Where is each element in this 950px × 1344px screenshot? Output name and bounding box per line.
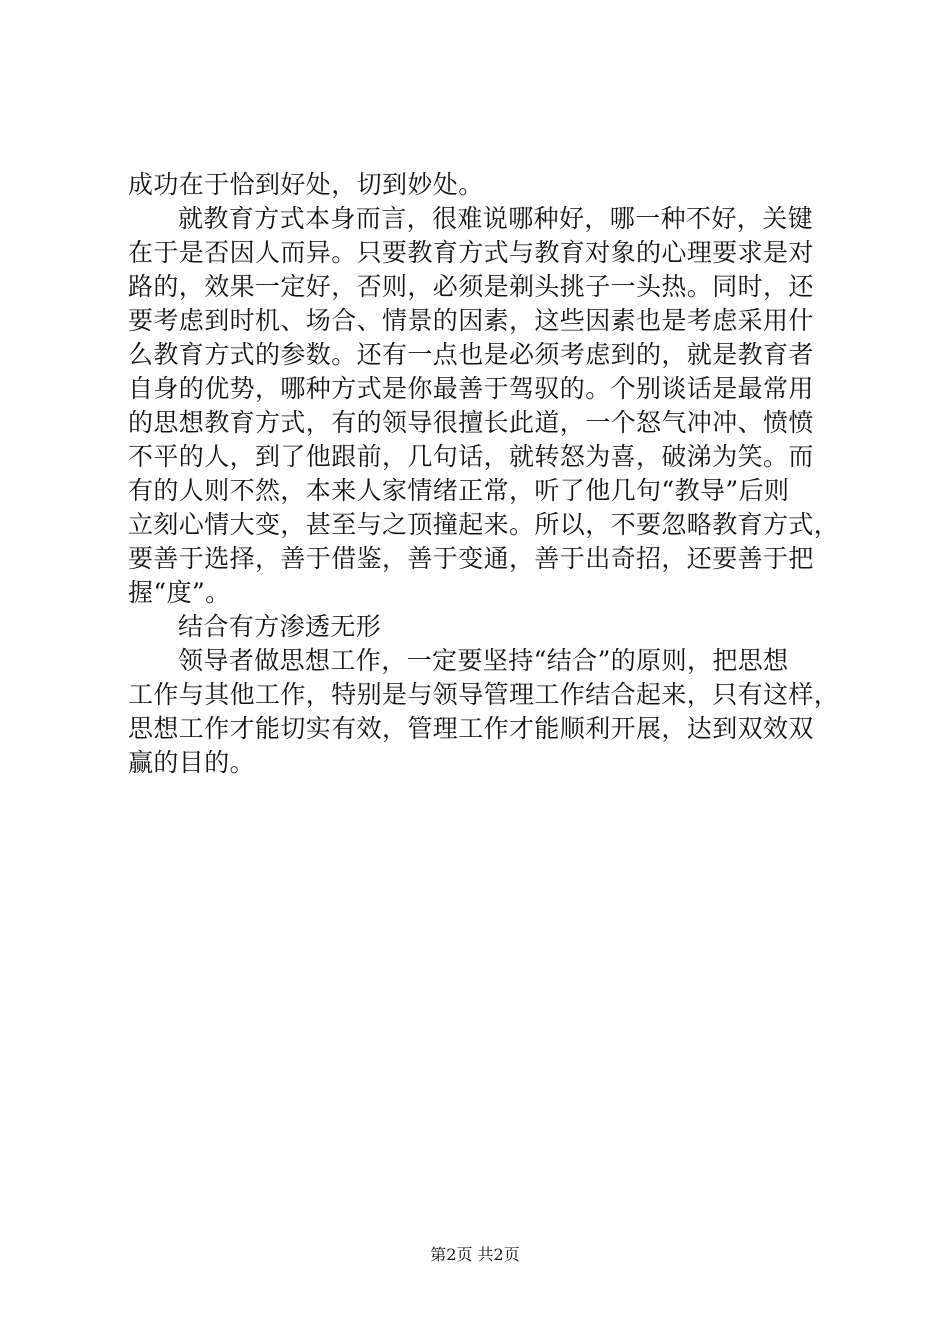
text-line: 路的，效果一定好，否则，必须是剃头挑子一头热。同时，还 <box>128 272 814 301</box>
text-line: 在于是否因人而异。只要教育方式与教育对象的心理要求是对 <box>128 238 814 267</box>
document-body <box>128 168 840 780</box>
text-line: 思想工作才能切实有效，管理工作才能顺利开展，达到双效双 <box>128 714 814 743</box>
section-heading: 结合有方渗透无形 <box>178 612 382 641</box>
text-line: 的思想教育方式，有的领导很擅长此道，一个怒气冲冲、愤愤 <box>128 408 814 437</box>
page-number: 第2页 共2页 <box>430 1245 520 1264</box>
text-line: 成功在于恰到好处，切到妙处。 <box>128 170 484 199</box>
text-line: 么教育方式的参数。还有一点也是必须考虑到的，就是教育者 <box>128 340 814 369</box>
page-footer <box>0 1243 950 1267</box>
text-line: 有的人则不然，本来人家情绪正常，听了他几句“教导”后则 <box>128 476 790 505</box>
text-line: 握“度”。 <box>128 578 231 607</box>
text-line: 自身的优势，哪种方式是你最善于驾驭的。个别谈话是最常用 <box>128 374 814 403</box>
paragraph-start-line: 就教育方式本身而言，很难说哪种好，哪一种不好，关键 <box>178 204 814 233</box>
text-line: 赢的目的。 <box>128 748 256 777</box>
text-line: 立刻心情大变，甚至与之顶撞起来。所以，不要忽略教育方式， <box>128 510 840 539</box>
paragraph-start-line: 领导者做思想工作，一定要坚持“结合”的原则，把思想 <box>178 646 789 675</box>
text-line: 不平的人，到了他跟前，几句话，就转怒为喜，破涕为笑。而 <box>128 442 814 471</box>
text-line: 要善于选择，善于借鉴，善于变通，善于出奇招，还要善于把 <box>128 544 814 573</box>
text-line: 工作与其他工作，特别是与领导管理工作结合起来，只有这样， <box>128 680 840 709</box>
text-line: 要考虑到时机、场合、情景的因素，这些因素也是考虑采用什 <box>128 306 814 335</box>
